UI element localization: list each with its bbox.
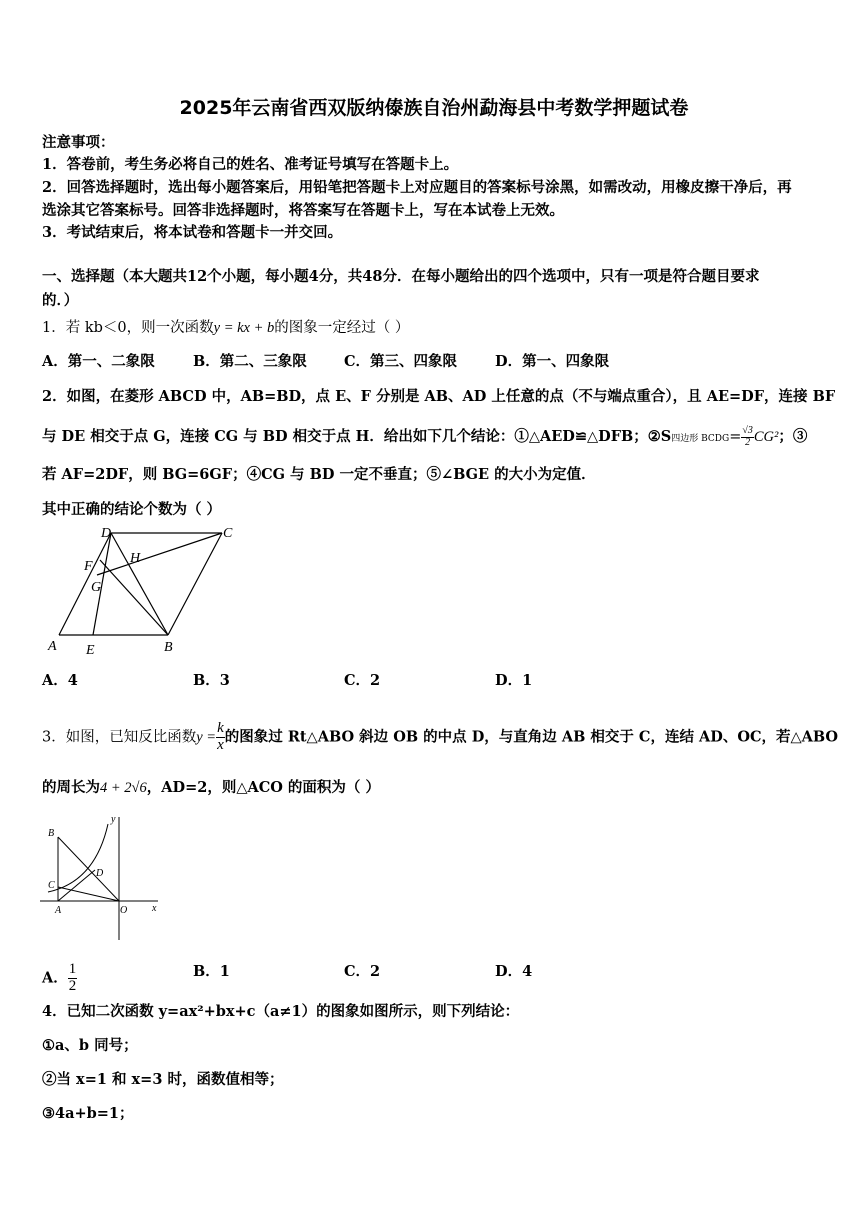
q1-prefix: 1．若 kb＜0，则一次函数: [42, 320, 214, 336]
notice-heading: 注意事项：: [42, 134, 115, 151]
question-2-line-3: 若 AF=2DF，则 BG=6GF；④CG 与 BD 一定不垂直；⑤∠BGE 的大小为定值．: [42, 466, 596, 483]
section-heading-line-2: 的．）: [42, 292, 79, 309]
q1-option-b: B．第二、三象限: [193, 353, 307, 370]
q1-option-c: C．第三、四象限: [344, 353, 458, 370]
question-2-line-2: [42, 426, 807, 449]
label-g: G: [91, 580, 102, 595]
label-a: A: [48, 639, 57, 654]
q3-option-b: B．1: [193, 963, 230, 980]
diagonal-db: [111, 533, 168, 635]
notice-item-2-line-2: 选涂其它答案标号。回答非选择题时，将答案写在答题卡上，写在本试卷上无效。: [42, 202, 564, 219]
q3-option-a: [42, 962, 77, 995]
q3-option-a-label: A．: [42, 969, 68, 987]
label-d: D: [96, 868, 104, 879]
q3-option-a-fraction: [68, 962, 78, 995]
q3-option-d: D．4: [495, 963, 533, 980]
label-c: C: [48, 880, 55, 891]
q2-option-a: A．4: [42, 672, 78, 689]
q2-subscript: 四边形 BCDG: [671, 434, 730, 444]
segment-fb: [100, 560, 168, 635]
q2-option-d: D．1: [495, 672, 533, 689]
q2-line2-end: ；③: [778, 428, 808, 445]
notice-item-2-line-1: 2．回答选择题时，选出每小题答案后，用铅笔把答题卡上对应题目的答案标号涂黑，如需改动，用橡皮擦干净后，再: [42, 179, 792, 196]
label-h: H: [130, 551, 141, 566]
q3-option-a-numerator: 1: [68, 961, 77, 977]
q3-prefix: 3．如图，已知反比函数: [42, 729, 197, 746]
q3-fraction-numerator: k: [217, 720, 224, 736]
hyperbola-figure: [40, 812, 165, 942]
rhombus-figure: [40, 522, 250, 662]
q2-fraction-numerator: √3: [742, 425, 753, 436]
q2-option-b: B．3: [193, 672, 230, 689]
q3-formula-lhs: y =: [196, 729, 217, 746]
side-ad: [59, 533, 111, 635]
segment-ad: [58, 870, 95, 901]
label-f: F: [84, 559, 93, 574]
label-a: A: [55, 905, 62, 916]
q2-equals: =: [729, 429, 742, 445]
question-2-line-1: 2．如图，在菱形 ABCD 中，AB=BD，点 E、F 分别是 AB、AD 上任意的点（不与端点重合），且 AE=DF，连接 BF: [42, 388, 836, 405]
question-2-line-4: 其中正确的结论个数为（ ）: [42, 501, 222, 518]
question-3-line-1: [42, 721, 838, 754]
notice-item-1: 1．答卷前，考生务必将自己的姓名、准考证号填写在答题卡上。: [42, 156, 459, 173]
notice-item-3: 3．考试结束后，将本试卷和答题卡一并交回。: [42, 224, 343, 241]
question-1-stem: [42, 318, 409, 338]
label-d: D: [101, 526, 112, 541]
q3-option-a-denominator: 2: [68, 977, 77, 994]
label-y: y: [111, 814, 116, 825]
q3-perimeter-formula: 4 + 2√6: [100, 780, 147, 796]
q1-option-a: A．第一、二象限: [42, 353, 155, 370]
q1-suffix: 的图象一定经过（ ）: [274, 320, 410, 336]
q2-fraction: [741, 426, 754, 448]
q3-line2-b: ，AD=2，则△ACO 的面积为（ ）: [146, 779, 380, 796]
q3-fraction-denominator: x: [217, 736, 224, 753]
label-b: B: [164, 640, 173, 655]
q1-formula: y = kx + b: [213, 320, 275, 336]
section-heading-line-1: 一、选择题（本大题共12个小题，每小题4分，共48分．在每小题给出的四个选项中，只有一项是符合题目要求: [42, 268, 760, 285]
page-title: 2025年云南省西双版纳傣族自治州勐海县中考数学押题试卷: [179, 97, 689, 119]
q4-conclusion-2: ②当 x=1 和 x=3 时，函数值相等；: [42, 1071, 284, 1088]
q2-line2-text: 与 DE 相交于点 G，连接 CG 与 BD 相交于点 H．给出如下几个结论：①△AED≌△DFB；②S: [42, 428, 672, 445]
q1-option-d: D．第一、四象限: [495, 353, 610, 370]
q3-line2-a: 的周长为: [42, 779, 100, 796]
question-4-line-1: 4．已知二次函数 y=ax²+bx+c（a≠1）的图象如图所示，则下列结论：: [42, 1003, 520, 1020]
label-b: B: [48, 828, 55, 839]
label-x: x: [152, 903, 157, 914]
q2-fraction-denominator: 2: [745, 436, 751, 448]
q3-fraction: [216, 721, 225, 754]
q2-cg-squared: CG²: [753, 429, 779, 445]
q3-suffix: 的图象过 Rt△ABO 斜边 OB 的中点 D，与直角边 AB 相交于 C，连结 AD、OC，若△ABO: [224, 728, 839, 746]
q2-option-c: C．2: [344, 672, 381, 689]
label-c: C: [223, 526, 233, 541]
q3-option-c: C．2: [344, 963, 381, 980]
label-e: E: [86, 643, 95, 658]
question-3-line-2: [42, 778, 380, 798]
segment-oc: [58, 887, 119, 901]
label-o: O: [120, 905, 128, 916]
q4-conclusion-3: ③4a+b=1；: [42, 1105, 134, 1122]
hypotenuse-ob: [58, 837, 119, 901]
q4-conclusion-1: ①a、b 同号；: [42, 1037, 138, 1054]
